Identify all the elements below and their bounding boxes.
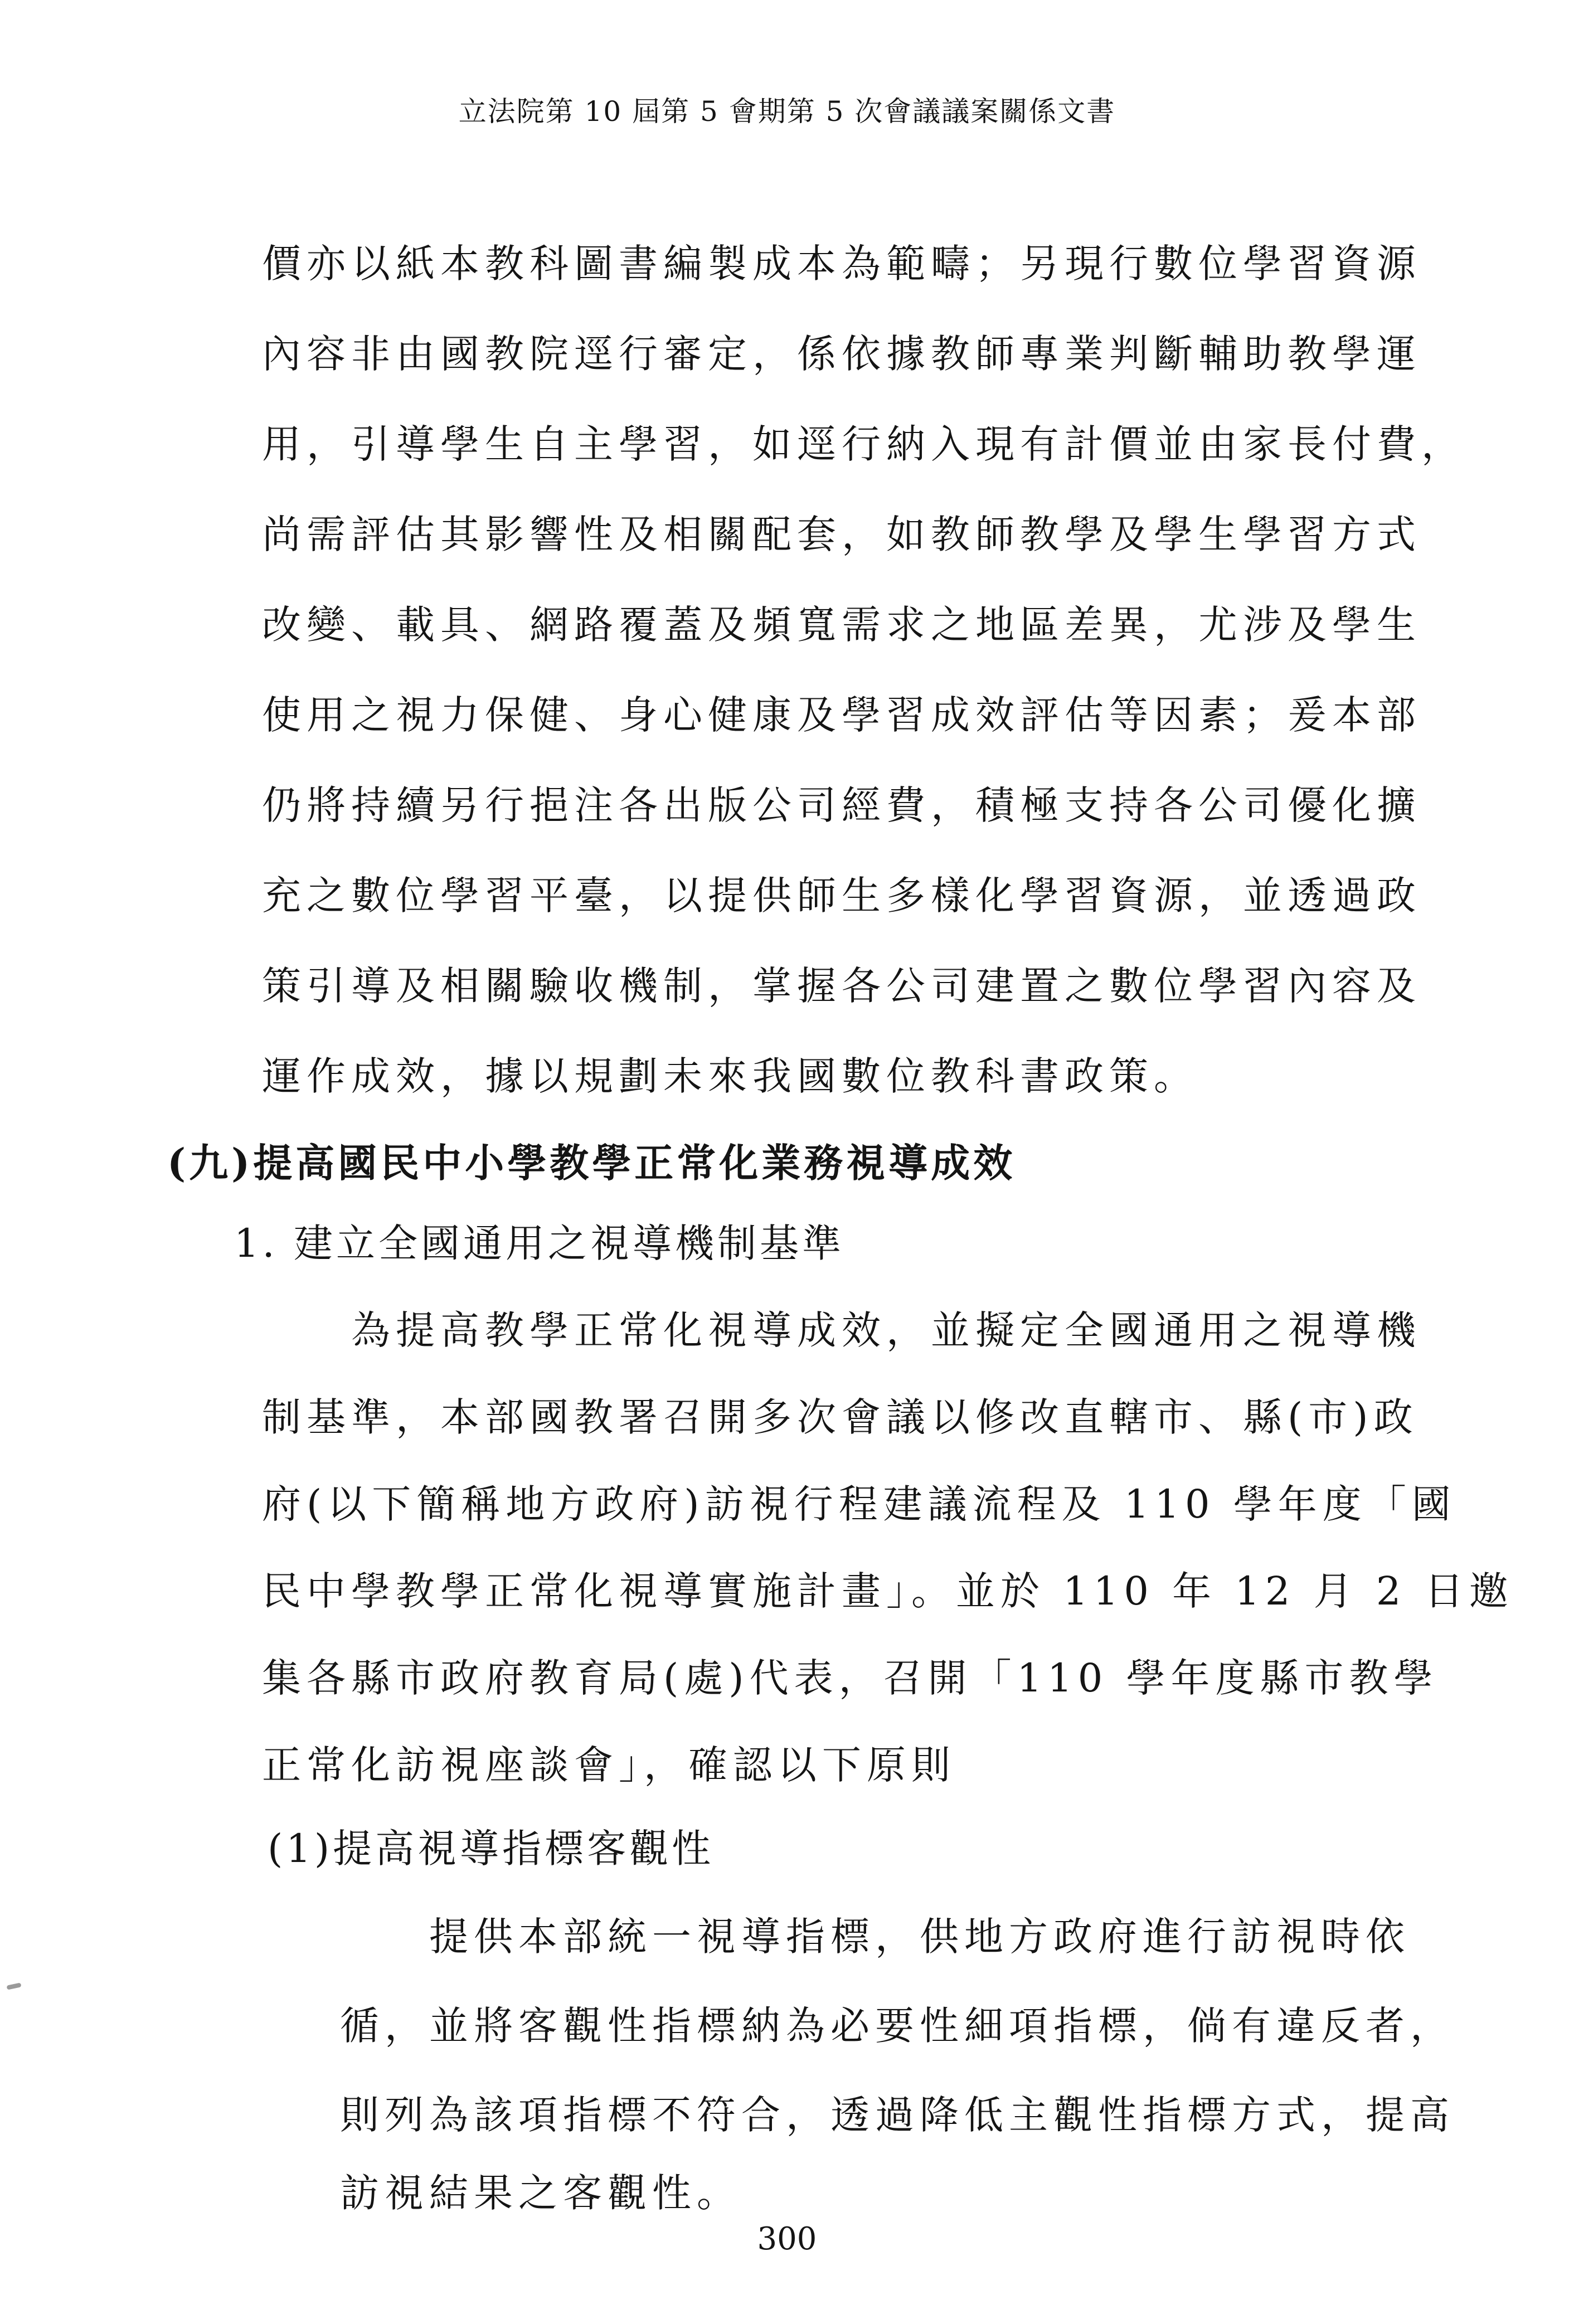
paragraph-line: 府(以下簡稱地方政府)訪視行程建議流程及 110 學年度「國 [262, 1481, 1456, 1527]
paragraph-line: 制基準，本部國教署召開多次會議以修改直轄市、縣(市)政 [262, 1394, 1418, 1440]
paragraph-line: 則列為該項指標不符合，透過降低主觀性指標方式，提高 [340, 2092, 1455, 2138]
paragraph-line: 改變、載具、網路覆蓋及頻寬需求之地區差異，尤涉及學生 [262, 602, 1421, 648]
paragraph-line: 用，引導學生自主學習，如逕行納入現有計價並由家長付費， [262, 421, 1466, 467]
paragraph-line: 提供本部統一視導指標，供地方政府進行訪視時依 [429, 1914, 1410, 1960]
paragraph-line: 運作成效，據以規劃未來我國數位教科書政策。 [262, 1053, 1198, 1099]
document-header: 立法院第 10 屆第 5 會期第 5 次會議議案關係文書 [458, 95, 1116, 128]
subitem-title: (1)提高視導指標客觀性 [268, 1826, 715, 1871]
paragraph-line: 正常化訪視座談會」，確認以下原則 [262, 1742, 956, 1788]
paragraph-line: 民中學教學正常化視導實施計畫」。並於 110 年 12 月 2 日邀 [262, 1568, 1514, 1614]
paragraph-line: 充之數位學習平臺，以提供師生多樣化學習資源，並透過政 [262, 873, 1421, 918]
paragraph-line: 仍將持續另行挹注各出版公司經費，積極支持各公司優化擴 [262, 782, 1421, 828]
item-title: 1. 建立全國通用之視導機制基準 [234, 1221, 845, 1266]
paragraph-line: 集各縣市政府教育局(處)代表，召開「110 學年度縣市教學 [262, 1655, 1439, 1701]
paragraph-line: 尚需評估其影響性及相關配套，如教師教學及學生學習方式 [262, 512, 1421, 557]
paragraph-line: 策引導及相關驗收機制，掌握各公司建置之數位學習內容及 [262, 963, 1421, 1009]
scan-mark [6, 1982, 21, 1990]
paragraph-line: 為提高教學正常化視導成效，並擬定全國通用之視導機 [351, 1307, 1421, 1353]
paragraph-line: 價亦以紙本教科圖書編製成本為範疇；另現行數位學習資源 [262, 241, 1421, 286]
page-number: 300 [757, 2221, 817, 2257]
paragraph-line: 內容非由國教院逕行審定，係依據教師專業判斷輔助教學運 [262, 331, 1421, 377]
paragraph-line: 循，並將客觀性指標納為必要性細項指標，倘有違反者， [340, 2003, 1455, 2049]
section-heading: (九)提高國民中小學教學正常化業務視導成效 [167, 1140, 1016, 1186]
paragraph-line: 使用之視力保健、身心健康及學習成效評估等因素；爰本部 [262, 692, 1421, 738]
paragraph-line: 訪視結果之客觀性。 [340, 2170, 741, 2216]
